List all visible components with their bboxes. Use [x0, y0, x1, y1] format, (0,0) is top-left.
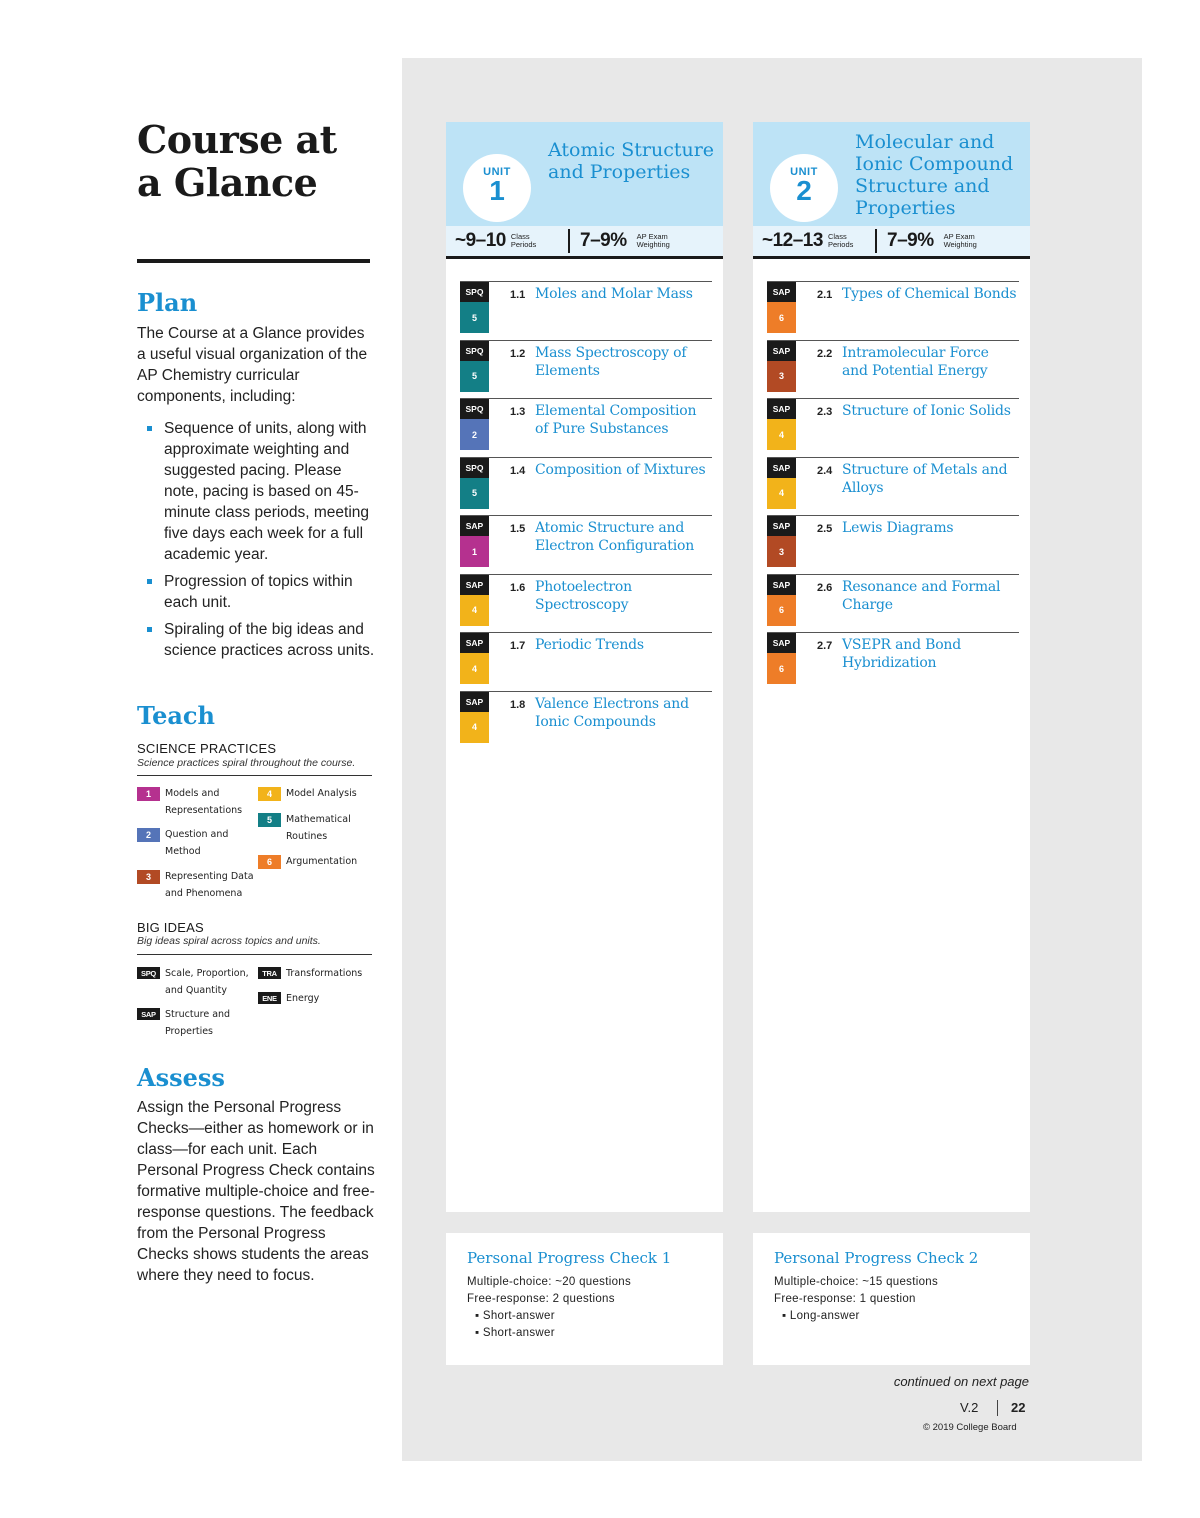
topic-number: 2.7: [817, 640, 833, 652]
topic-practice-badge: 4: [767, 419, 796, 450]
big-idea-label: Scale, Proportion, and Quantity: [165, 968, 249, 996]
topic-big-idea-badge: SAP: [460, 692, 489, 712]
title-rule: [137, 259, 370, 263]
copyright: © 2019 College Board: [923, 1422, 1017, 1433]
topic-number: 2.1: [817, 289, 833, 301]
topic-number: 1.1: [510, 289, 526, 301]
science-practice-label: Argumentation: [286, 856, 358, 867]
topic-practice-badge: 4: [460, 653, 489, 684]
topic-big-idea-badge: SPQ: [460, 341, 489, 361]
topic-big-idea-badge: SAP: [460, 516, 489, 536]
class-periods: [455, 230, 568, 252]
topic-name: Intramolecular Force and Potential Energy: [842, 344, 989, 379]
pacing-divider: [875, 229, 877, 253]
big-ideas-note: Big ideas spiral across topics and units.: [137, 935, 321, 947]
topic-row: [460, 515, 712, 573]
progress-check-details: [774, 1274, 938, 1325]
exam-weighting: [887, 230, 984, 252]
unit-title: Molecular and Ionic Compound Structure and Properties: [855, 131, 1014, 219]
unit-header: [446, 122, 723, 226]
topic-big-idea-badge: SAP: [767, 575, 796, 595]
topic-name: Structure of Metals and Alloys: [842, 461, 1008, 496]
progress-check-subline: ▪ Short-answer: [475, 1310, 555, 1322]
topic-name: Mass Spectroscopy of Elements: [535, 344, 687, 379]
big-ideas-heading: BIG IDEAS: [137, 920, 204, 935]
big-idea-badge: SAP: [137, 1008, 160, 1020]
plan-bullet: Spiraling of the big ideas and science practices across units.: [147, 619, 377, 661]
science-practice-item: [137, 870, 257, 902]
topic-practice-badge: 3: [767, 536, 796, 567]
science-practice-badge: 1: [137, 787, 160, 801]
topic-number: 1.3: [510, 406, 526, 418]
exam-weighting-label: AP Exam Weighting: [943, 232, 977, 249]
unit-number-badge: [770, 154, 838, 222]
progress-check-subline: ▪ Short-answer: [475, 1327, 555, 1339]
topic-number: 1.5: [510, 523, 526, 535]
exam-weighting-label: AP Exam Weighting: [636, 232, 670, 249]
topic-practice-badge: 5: [460, 361, 489, 392]
topic-big-idea-badge: SPQ: [460, 399, 489, 419]
topic-number: 1.4: [510, 464, 526, 477]
topic-number: 1.6: [510, 581, 526, 594]
topic-row: [767, 457, 1019, 515]
exam-weighting-value: 7–9%: [580, 230, 627, 251]
topic-name: VSEPR and Bond Hybridization: [842, 637, 962, 671]
science-practice-badge: 3: [137, 870, 160, 884]
unit-column: [446, 122, 723, 1212]
topic-row: [767, 632, 1019, 690]
page-number: 22: [1011, 1400, 1026, 1415]
unit-header: [753, 122, 1030, 226]
teach-heading: Teach: [137, 701, 215, 730]
science-practice-label: Models and Representations: [165, 788, 243, 816]
big-idea-badge: ENE: [258, 992, 281, 1004]
science-practice-badge: 4: [258, 787, 281, 801]
continued-note: continued on next page: [893, 1374, 1029, 1389]
science-practices-rule: [137, 775, 372, 776]
topic-number: 2.5: [817, 523, 833, 535]
topic-big-idea-badge: SAP: [767, 399, 796, 419]
topic-row: [767, 281, 1019, 339]
topic-number: 2.6: [817, 581, 833, 594]
class-periods: [762, 230, 875, 252]
topic-practice-badge: 4: [460, 595, 489, 626]
progress-check-title: Personal Progress Check 1: [467, 1249, 672, 1267]
topic-practice-badge: 5: [460, 478, 489, 509]
unit-word: UNIT: [790, 166, 818, 178]
page-title: [137, 118, 373, 204]
topic-big-idea-badge: SAP: [460, 575, 489, 595]
topic-name: Atomic Structure and Electron Configuration: [535, 520, 695, 554]
topic-big-idea-badge: SAP: [767, 516, 796, 536]
big-idea-item: [258, 967, 378, 982]
topic-row: [460, 281, 712, 339]
science-practice-item: [258, 787, 378, 802]
science-practice-badge: 6: [258, 855, 281, 869]
topic-number: 2.3: [817, 406, 833, 418]
topic-number: 1.2: [510, 347, 526, 360]
progress-check-line: Free-response: 1 question: [774, 1293, 916, 1305]
topic-practice-badge: 4: [460, 712, 489, 743]
big-ideas-rule: [137, 954, 372, 955]
topic-practice-badge: 3: [767, 361, 796, 392]
science-practice-label: Representing Data and Phenomena: [165, 871, 254, 899]
class-periods-label: Class Periods: [827, 232, 854, 249]
science-practices-heading: SCIENCE PRACTICES: [137, 741, 277, 756]
topic-number: 2.2: [817, 347, 833, 360]
plan-bullet: Sequence of units, along with approximate weighting and suggested pacing. Please note, pacing is based on 45-minute class periods, meeting five days each week for a full academic year.: [147, 418, 377, 565]
unit-word: UNIT: [483, 166, 511, 178]
topic-row: [767, 515, 1019, 573]
unit-pacing-bar: [446, 226, 723, 259]
topic-name: Elemental Composition of Pure Substances: [535, 403, 697, 437]
unit-number: 2: [796, 175, 812, 206]
progress-check-line: Multiple-choice: ~20 questions: [467, 1276, 632, 1288]
topic-row: [460, 398, 712, 456]
unit-number: 1: [489, 175, 505, 206]
big-idea-item: [137, 1008, 257, 1040]
big-idea-item: [137, 967, 257, 999]
science-practice-badge: 2: [137, 828, 160, 842]
assess-heading: Assess: [137, 1063, 225, 1092]
topic-practice-badge: 4: [767, 478, 796, 509]
big-idea-badge: TRA: [258, 967, 281, 979]
plan-intro: The Course at a Glance provides a useful visual organization of the AP Chemistry curricular components, including:: [137, 325, 368, 405]
plan-heading: Plan: [137, 288, 198, 317]
topic-big-idea-badge: SAP: [767, 633, 796, 653]
topic-big-idea-badge: SAP: [767, 282, 796, 302]
topic-row: [460, 632, 712, 690]
big-idea-label: Structure and Properties: [165, 1009, 231, 1037]
plan-bullet: Progression of topics within each unit.: [147, 571, 377, 613]
big-idea-badge: SPQ: [137, 967, 160, 979]
topic-practice-badge: 6: [767, 595, 796, 626]
topic-row: [767, 398, 1019, 456]
big-idea-item: [258, 992, 378, 1007]
topic-name: Photoelectron Spectroscopy: [535, 578, 632, 613]
pacing-divider: [568, 229, 570, 253]
class-periods-value: ~12–13: [762, 230, 823, 251]
progress-check-box: [446, 1233, 723, 1365]
topic-number: 2.4: [817, 464, 833, 477]
topic-name: Periodic Trends: [535, 637, 644, 653]
unit-pacing-bar: [753, 226, 1030, 259]
page-title-line1: Course at: [137, 117, 337, 162]
unit-column: [753, 122, 1030, 1212]
topic-number: 1.7: [510, 640, 526, 652]
topic-practice-badge: 2: [460, 419, 489, 450]
topic-practice-badge: 6: [767, 302, 796, 333]
science-practice-item: [137, 828, 257, 860]
assess-text: Assign the Personal Progress Checks—either as homework or in class—for each unit. Each Personal Progress Check contains formative multiple-choice and free-response questions. The feedback from the Personal Progress Checks shows students the areas where they need to focus.: [137, 1099, 375, 1284]
class-periods-label: Class Periods: [510, 232, 537, 249]
unit-number-badge: [463, 154, 531, 222]
science-practice-label: Question and Method: [165, 829, 229, 857]
topic-name: Valence Electrons and Ionic Compounds: [535, 695, 689, 730]
science-practice-item: [137, 787, 257, 819]
topic-row: [460, 340, 712, 398]
progress-check-details: [467, 1274, 631, 1342]
topic-big-idea-badge: SAP: [767, 458, 796, 478]
big-idea-label: Transformations: [286, 968, 363, 979]
progress-check-subline: ▪ Long-answer: [782, 1310, 860, 1322]
topic-row: [767, 574, 1019, 632]
topic-name: Moles and Molar Mass: [535, 286, 693, 302]
progress-check-line: Free-response: 2 questions: [467, 1293, 615, 1305]
class-periods-value: ~9–10: [455, 230, 506, 251]
topic-name: Resonance and Formal Charge: [842, 578, 1001, 613]
progress-check-box: [753, 1233, 1030, 1365]
big-idea-label: Energy: [286, 993, 320, 1004]
topic-name: Composition of Mixtures: [535, 461, 706, 478]
topic-name: Structure of Ionic Solids: [842, 403, 1011, 419]
footer-separator: [997, 1400, 998, 1416]
science-practice-item: [258, 813, 378, 845]
topic-practice-badge: 6: [767, 653, 796, 684]
science-practice-label: Mathematical Routines: [286, 814, 351, 842]
science-practices-note: Science practices spiral throughout the course.: [137, 757, 356, 769]
topic-practice-badge: 5: [460, 302, 489, 333]
topic-row: [460, 574, 712, 632]
unit-title: Atomic Structure and Properties: [548, 139, 715, 183]
topic-name: Lewis Diagrams: [842, 520, 954, 536]
plan-bullet-list: [147, 418, 377, 667]
topic-big-idea-badge: SPQ: [460, 282, 489, 302]
science-practice-item: [258, 855, 378, 870]
topic-big-idea-badge: SAP: [460, 633, 489, 653]
exam-weighting: [580, 230, 677, 252]
topic-number: 1.8: [510, 698, 526, 711]
progress-check-title: Personal Progress Check 2: [774, 1249, 979, 1267]
topic-row: [767, 340, 1019, 398]
science-practice-label: Model Analysis: [286, 788, 357, 799]
topic-practice-badge: 1: [460, 536, 489, 567]
exam-weighting-value: 7–9%: [887, 230, 934, 251]
page-title-line2: a Glance: [137, 160, 318, 205]
version-label: V.2: [960, 1400, 979, 1415]
topic-row: [460, 457, 712, 515]
topic-big-idea-badge: SPQ: [460, 458, 489, 478]
science-practice-badge: 5: [258, 813, 281, 827]
topic-big-idea-badge: SAP: [767, 341, 796, 361]
topic-row: [460, 691, 712, 749]
topic-name: Types of Chemical Bonds: [842, 286, 1017, 302]
progress-check-line: Multiple-choice: ~15 questions: [774, 1276, 939, 1288]
